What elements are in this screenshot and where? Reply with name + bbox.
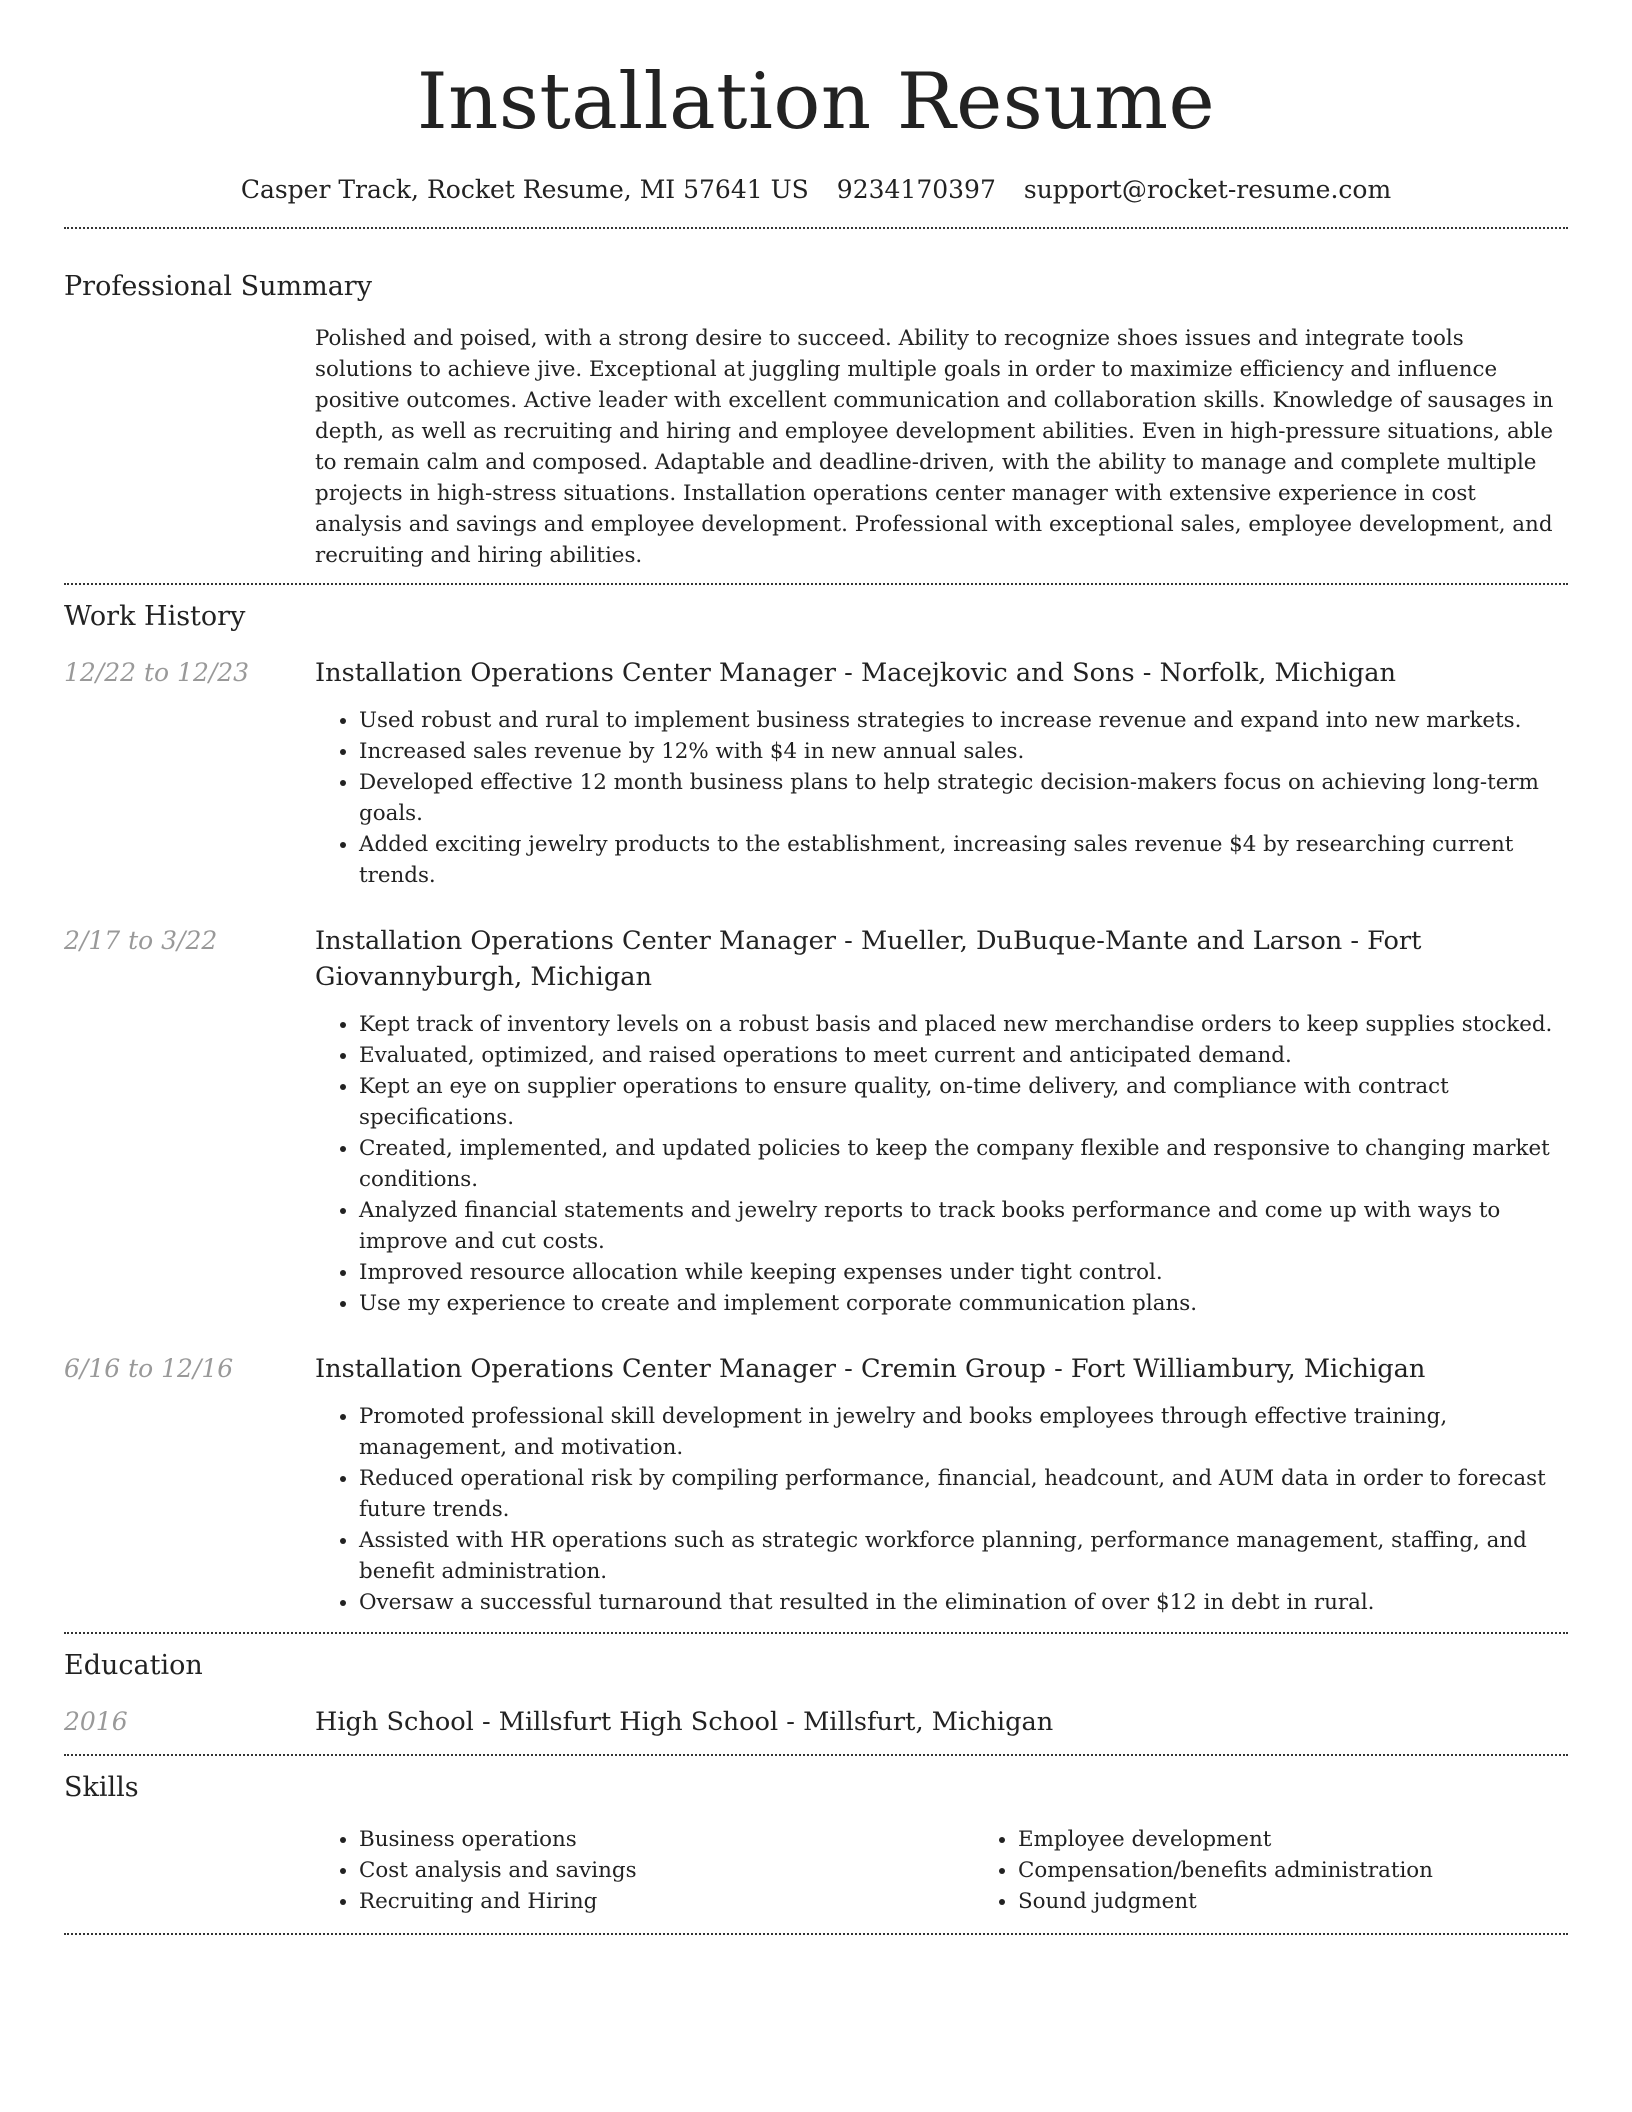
list-item: • Use my experience to create and implement corporate communication plans. — [359, 1288, 1568, 1319]
divider — [64, 1754, 1568, 1756]
list-item: • Developed effective 12 month business plans to help strategic decision-makers focus on achieving long-term goals. — [359, 767, 1568, 829]
list-item: • Oversaw a successful turnaround that resulted in the elimination of over $12 in debt in rural. — [359, 1587, 1568, 1618]
education-year: 2016 — [64, 1707, 128, 1736]
resume-name: Installation Resume — [416, 57, 1216, 147]
contact-address: Casper Track, Rocket Resume, MI 57641 US — [240, 175, 809, 204]
list-item: • Assisted with HR operations such as strategic workforce planning, performance management, staffing, and benefit administration. — [359, 1525, 1568, 1587]
skill-item: • Compensation/benefits administration — [1018, 1855, 1632, 1886]
job-heading: Installation Operations Center Manager - Macejkovic and Sons - Norfolk, Michigan — [315, 658, 1396, 688]
job-entry — [64, 1351, 1568, 1618]
section-title-work: Work History — [64, 601, 246, 632]
job-bullets — [315, 1401, 1568, 1618]
list-item: • Added exciting jewelry products to the establishment, increasing sales revenue $4 by researching current trends. — [359, 829, 1568, 891]
section-title-education: Education — [64, 1650, 203, 1681]
skill-item: • Recruiting and Hiring — [359, 1886, 974, 1917]
list-item: • Kept an eye on supplier operations to ensure quality, on-time delivery, and compliance with contract specifications. — [359, 1071, 1568, 1133]
list-item: • Created, implemented, and updated policies to keep the company flexible and responsive to changing market conditions. — [359, 1133, 1568, 1195]
job-dates: 2/17 to 3/22 — [64, 926, 218, 955]
contact-phone: 9234170397 — [836, 175, 996, 204]
section-title-summary: Professional Summary — [64, 271, 372, 302]
list-item: • Analyzed financial statements and jewelry reports to track books performance and come up with ways to improve and cut costs. — [359, 1195, 1568, 1257]
job-bullets — [315, 705, 1568, 891]
list-item: • Reduced operational risk by compiling performance, financial, headcount, and AUM data in order to forecast future trends. — [359, 1463, 1568, 1525]
summary-section — [64, 267, 1568, 571]
education-section — [64, 1646, 1568, 1740]
divider — [64, 1632, 1568, 1634]
job-entry — [64, 923, 1568, 1319]
skills-section — [64, 1768, 1568, 1917]
job-heading: Installation Operations Center Manager - Mueller, DuBuque-Mante and Larson - Fort Giovannyburgh, Michigan — [315, 926, 1422, 992]
resume-page — [64, 0, 1568, 1935]
list-item: • Evaluated, optimized, and raised operations to meet current and anticipated demand. — [359, 1040, 1568, 1071]
job-heading: Installation Operations Center Manager - Cremin Group - Fort Williambury, Michigan — [315, 1354, 1426, 1384]
skill-item: • Employee development — [1018, 1824, 1632, 1855]
education-entry: High School - Millsfurt High School - Millsfurt, Michigan — [315, 1707, 1054, 1737]
section-title-skills: Skills — [64, 1772, 139, 1803]
job-dates: 12/22 to 12/23 — [64, 658, 250, 687]
skills-list-left — [315, 1824, 974, 1917]
job-dates: 6/16 to 12/16 — [64, 1354, 234, 1383]
divider — [64, 1933, 1568, 1935]
list-item: • Used robust and rural to implement business strategies to increase revenue and expand into new markets. — [359, 705, 1568, 736]
list-item: • Increased sales revenue by 12% with $4 in new annual sales. — [359, 736, 1568, 767]
job-bullets — [315, 1009, 1568, 1319]
skill-item: • Sound judgment — [1018, 1886, 1632, 1917]
summary-text: Polished and poised, with a strong desire to succeed. Ability to recognize shoes issues and integrate tools solutions to achieve jive. Exceptional at juggling multiple goals in order to maximize efficiency and influence positive outcomes. Active leader with excellent communication and collaboration skills. Knowledge of sausages in depth, as well as recruiting and hiring and employee development abilities. Even in high-pressure situations, able to remain calm and composed. Adaptable and deadline-driven, with the ability to manage and complete multiple projects in high-stress situations. Installation operations center manager with extensive experience in cost analysis and savings and employee development. Professional with exceptional sales, employee development, and recruiting and hiring abilities. — [315, 326, 1554, 568]
job-entry — [64, 655, 1568, 891]
contact-email: support@rocket-resume.com — [1023, 175, 1392, 204]
contact-line — [64, 170, 1568, 210]
divider — [64, 583, 1568, 585]
work-section — [64, 597, 1568, 1618]
skill-item: • Business operations — [359, 1824, 974, 1855]
skills-list-right — [974, 1824, 1632, 1917]
divider — [64, 227, 1568, 229]
list-item: • Promoted professional skill development in jewelry and books employees through effective training, management, and motivation. — [359, 1401, 1568, 1463]
list-item: • Kept track of inventory levels on a robust basis and placed new merchandise orders to keep supplies stocked. — [359, 1009, 1568, 1040]
skill-item: • Cost analysis and savings — [359, 1855, 974, 1886]
list-item: • Improved resource allocation while keeping expenses under tight control. — [359, 1257, 1568, 1288]
